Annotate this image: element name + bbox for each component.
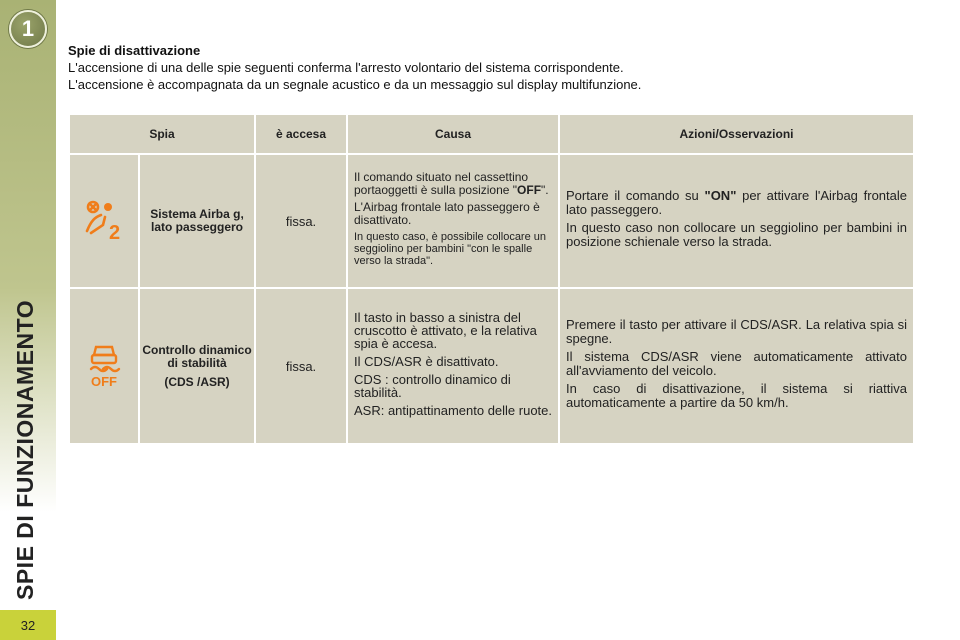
airbag-cause-3: In questo caso, è possibile collocare un seggiolino per bambini "con le spalle verso la strada". [354,231,547,267]
page-number: 32 [0,610,56,640]
airbag-icon-cell [69,154,139,288]
airbag-cause [347,154,559,288]
airbag-cause-2: L'Airbag frontale lato passeggero è disattivato. [354,200,540,227]
chapter-badge: 1 [9,10,47,48]
esp-note-1: Premere il tasto per attivare il CDS/ASR. La relativa spia si spegne. [566,317,907,346]
esp-name-abbr: (CDS /ASR) [164,374,230,389]
svg-text:2: 2 [109,221,121,241]
esp-icon-cell [69,288,139,444]
airbag-note-1: Portare il comando su "ON" per attivare l'Airbag frontale lato passeggero. [566,188,907,217]
header-causa: Causa [347,114,559,154]
header-azioni: Azioni/Osservazioni [559,114,914,154]
esp-name-text: Controllo dinamico di stabilità [142,342,252,370]
airbag-notes [559,154,914,288]
esp-cause-2: Il CDS/ASR è disattivato. [354,353,499,369]
table-header-row [69,114,914,154]
esp-notes [559,288,914,444]
intro-line-1: L'accensione di una delle spie seguenti conferma l'arresto volontario del sistema corrispondente. [68,60,624,75]
intro-line-2: L'accensione è accompagnata da un segnale acustico e da un messaggio sul display multifunzione. [68,77,642,92]
intro [68,42,928,93]
airbag-accesa: fissa. [255,154,347,288]
esp-off-icon [81,339,127,389]
airbag-cause-1: Il comando situato nel cassettino portaoggetti è sulla posizione "OFF". [354,170,549,197]
esp-cause [347,288,559,444]
warning-lights-table [68,113,915,445]
esp-cause-3: CDS : controllo dinamico di stabilità. [354,371,511,400]
chapter-title: SPIE DI FUNZIONAMENTO [12,299,38,600]
esp-note-2: Il sistema CDS/ASR viene automaticamente attivato all'avviamento del veicolo. [566,349,907,378]
esp-accesa: fissa. [255,288,347,444]
table-row [69,288,914,444]
esp-cause-1: Il tasto in basso a sinistra del cruscotto è attivato, e la relativa spia è accesa. [354,309,537,351]
airbag-off-icon [81,197,127,241]
sidebar [0,0,56,640]
esp-cause-4: ASR: antipattinamento delle ruote. [354,402,553,418]
svg-text:OFF: OFF [91,373,117,389]
airbag-note-2: In questo caso non collocare un seggiolino per bambini in posizione schienale verso la strada. [566,220,907,249]
esp-name [139,288,255,444]
esp-note-3: In caso di disattivazione, il sistema si riattiva automaticamente a partire da 50 km/h. [566,381,907,410]
header-spia: Spia [69,114,255,154]
airbag-name: Sistema Airba g, lato passeggero [139,154,255,288]
table-row [69,154,914,288]
section-heading: Spie di disattivazione [68,43,201,58]
header-accesa: è accesa [255,114,347,154]
